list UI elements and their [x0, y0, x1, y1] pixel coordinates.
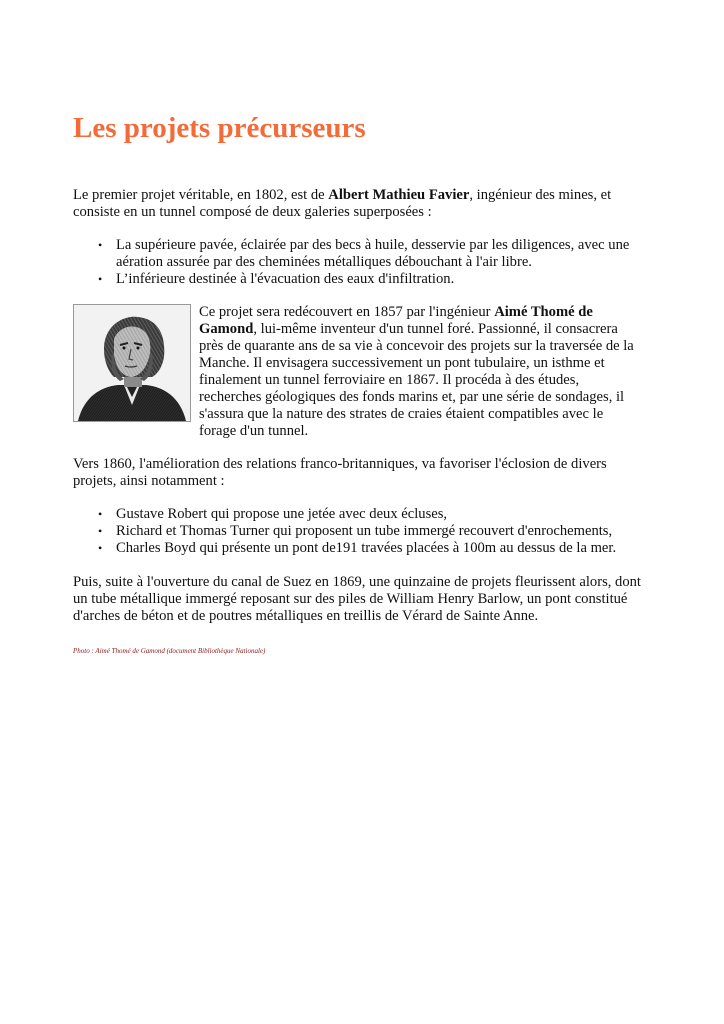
- list-item: [73, 540, 643, 557]
- gamond-before: Ce projet sera redécouvert en 1857 par l'ingénieur: [199, 304, 495, 320]
- list-item: [73, 523, 643, 540]
- list-item: [73, 506, 643, 523]
- bullet-icon: •: [98, 541, 103, 555]
- list-item-text: Richard et Thomas Turner qui proposent un tube immergé recouvert d'enrochements,: [116, 523, 613, 539]
- bullet-icon: •: [98, 272, 103, 286]
- bullet-icon: •: [98, 238, 103, 252]
- portrait-photo: [73, 304, 191, 422]
- list-item-text: La supérieure pavée, éclairée par des becs à huile, desservie par les diligences, avec une aération assurée par des cheminées métalliques débouchant à l'air libre.: [116, 237, 630, 270]
- list-item-text: Gustave Robert qui propose une jetée avec deux écluses,: [116, 506, 448, 522]
- list-item: [73, 237, 643, 271]
- suez-paragraph: Puis, suite à l'ouverture du canal de Suez en 1869, une quinzaine de projets fleurissent alors, dont un tube métallique immergé reposant sur des piles de William Henry Barlow, un pont constitué d'arches de béton et de poutres métalliques en treillis de Vérard de Sainte Anne.: [73, 574, 641, 624]
- list-item-text: Charles Boyd qui présente un pont de191 travées placées à 100m au dessus de la mer.: [116, 540, 617, 556]
- page-title: Les projets précurseurs: [73, 112, 366, 144]
- galleries-list: [73, 237, 643, 288]
- gamond-paragraph: [199, 304, 643, 440]
- gamond-after: , lui-même inventeur d'un tunnel foré. Passionné, il consacrera près de quarante ans de sa vie à concevoir des projets sur la traversée de la Manche. Il envisagera successivement un pont tubulaire, un isthme et finalement un tunnel ferroviaire en 1867. Il procéda à des études, recherches géologiques des fonds marins et, par une série de sondages, il s'assura que la nature des strates de craies étaient compatibles avec le forage d'un tunnel.: [199, 321, 634, 439]
- list-item: [73, 271, 643, 288]
- intro-before: Le premier projet véritable, en 1802, est de: [73, 187, 329, 203]
- bullet-icon: •: [98, 524, 103, 538]
- list-item-text: L’inférieure destinée à l'évacuation des eaux d'infiltration.: [116, 271, 455, 287]
- gamond-name: Aimé Thomé de Gamond: [199, 304, 593, 337]
- intro-paragraph: [73, 187, 643, 221]
- bullet-icon: •: [98, 507, 103, 521]
- projects-list: [73, 506, 643, 557]
- intro-after: , ingénieur des mines, et consiste en un tunnel composé de deux galeries superposées :: [73, 187, 612, 220]
- projects-intro-paragraph: Vers 1860, l'amélioration des relations franco-britanniques, va favoriser l'éclosion de divers projets, ainsi notamment :: [73, 456, 607, 489]
- intro-name: Albert Mathieu Favier: [328, 187, 470, 203]
- portrait-engraving-icon: [74, 305, 190, 421]
- photo-caption: Photo : Aimé Thomé de Gamond (document Bibliothèque Nationale): [73, 647, 266, 655]
